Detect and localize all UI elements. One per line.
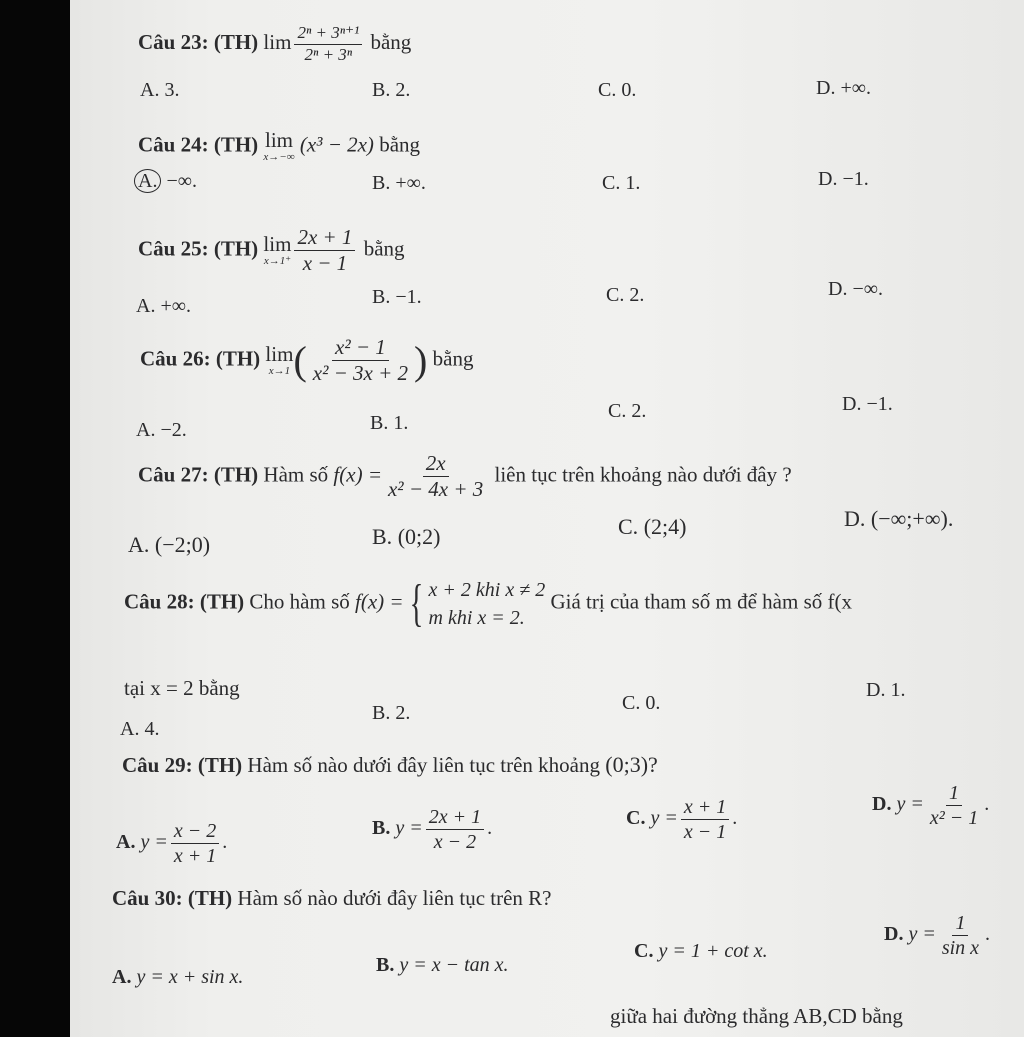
option-a[interactable]: A. y = x + sin x. — [112, 966, 244, 988]
option-b[interactable]: B. y = $\frac{2x + 1}{x - 2}$ . — [372, 806, 493, 853]
question-26: Câu 26: (TH) lim x→1 ( $\frac{\text{x² − 1}}{\text{x² − 3x + 2}}$ ) bằng — [140, 335, 474, 386]
fraction: $\frac{2x}{\text{x² − 4x + 3}}$ — [387, 451, 484, 502]
option-b[interactable]: B. 2. — [372, 79, 411, 101]
option-d[interactable]: D. −1. — [842, 393, 893, 415]
limit: lim x→1⁺ — [263, 232, 292, 268]
question-24: Câu 24: (TH) lim x→−∞ (x³ − 2x) bằng — [138, 128, 421, 163]
option-c[interactable]: C. 0. — [622, 692, 661, 714]
option-c[interactable]: C. y = $\frac{x + 1}{x - 1}$ . — [626, 796, 738, 843]
option-d[interactable]: D. y = $\frac{1}{\text{sin x}}$ . — [884, 912, 991, 959]
answer-circle: A. — [134, 169, 161, 193]
question-25: Câu 25: (TH) lim x→1⁺ $\frac{2x + 1}{x - 1}$ bằng — [138, 225, 405, 276]
option-d[interactable]: D. −∞. — [828, 278, 883, 300]
option-c[interactable]: C. 2. — [606, 284, 645, 306]
option-b[interactable]: B. −1. — [372, 286, 422, 308]
lim-symbol: lim — [263, 30, 292, 54]
question-label: Câu 27: (TH) — [138, 462, 259, 487]
option-a[interactable]: A. 4. — [120, 718, 160, 740]
question-label: Câu 24: (TH) — [138, 132, 259, 157]
option-d[interactable]: D. −1. — [818, 168, 869, 190]
option-c[interactable]: C. 1. — [602, 172, 641, 194]
option-a[interactable]: A. 3. — [140, 79, 180, 101]
option-a[interactable]: A. (−2;0) — [128, 532, 211, 557]
option-d[interactable]: D. y = $\frac{1}{\text{x² − 1}}$ . — [872, 782, 990, 829]
limit: lim x→1 — [265, 342, 294, 378]
piecewise: x + 2 khi x ≠ 2 m khi x = 2. — [428, 578, 546, 629]
option-a[interactable]: A. +∞. — [136, 295, 191, 317]
option-b[interactable]: B. 2. — [372, 702, 411, 724]
fraction: $\frac{\text{2ⁿ + 3ⁿ⁺¹}}{\text{2ⁿ + 3ⁿ}}$ — [294, 24, 362, 64]
option-d[interactable]: D. (−∞;+∞). — [844, 506, 954, 531]
limit: lim x→−∞ — [263, 128, 295, 163]
question-27: Câu 27: (TH) Hàm số f(x) = $\frac{2x}{\text{x² − 4x + 3}}$ liên tục trên khoảng nào dưới đây ? — [138, 451, 792, 502]
option-a[interactable]: A. y = $\frac{x - 2}{x + 1}$ . — [116, 820, 228, 867]
question-29: Câu 29: (TH) Hàm số nào dưới đây liên tục trên khoảng (0;3)? — [122, 752, 658, 777]
photo-dark-edge — [0, 0, 70, 1037]
option-a[interactable]: A. −∞. — [134, 170, 197, 193]
question-label: Câu 23: (TH) — [138, 30, 259, 54]
option-d[interactable]: D. 1. — [866, 679, 906, 701]
question-label: Câu 28: (TH) — [124, 589, 245, 614]
option-a[interactable]: A. −2. — [136, 419, 187, 441]
option-b[interactable]: B. 1. — [370, 412, 409, 434]
option-d[interactable]: D. +∞. — [816, 77, 871, 99]
option-c[interactable]: C. 2. — [608, 400, 647, 422]
option-b[interactable]: B. +∞. — [372, 172, 426, 194]
next-question-fragment: giữa hai đường thẳng AB,CD bằng — [610, 1004, 903, 1028]
question-30: Câu 30: (TH) Hàm số nào dưới đây liên tục trên R? — [112, 886, 552, 910]
fraction: $\frac{2x + 1}{x - 1}$ — [294, 226, 355, 275]
question-label: Câu 30: (TH) — [112, 886, 233, 910]
question-23: Câu 23: (TH) lim $\frac{\text{2ⁿ + 3ⁿ⁺¹}}{\text{2ⁿ + 3ⁿ}}$ bằng — [138, 23, 412, 64]
question-label: Câu 25: (TH) — [138, 236, 259, 261]
question-28-continued: tại x = 2 bằng — [124, 676, 240, 700]
question-label: Câu 29: (TH) — [122, 753, 243, 777]
option-b[interactable]: B. (0;2) — [372, 524, 441, 549]
fraction: $\frac{\text{x² − 1}}{\text{x² − 3x + 2}}$ — [312, 335, 409, 386]
option-c[interactable]: C. y = 1 + cot x. — [634, 940, 768, 962]
question-label: Câu 26: (TH) — [140, 346, 261, 371]
option-c[interactable]: C. 0. — [598, 79, 637, 101]
question-28: Câu 28: (TH) Cho hàm số f(x) = { x + 2 khi x ≠ 2 m khi x = 2. Giá trị của tham số m để hàm số f(x — [124, 575, 852, 632]
option-b[interactable]: B. y = x − tan x. — [376, 954, 509, 976]
option-c[interactable]: C. (2;4) — [618, 514, 687, 539]
